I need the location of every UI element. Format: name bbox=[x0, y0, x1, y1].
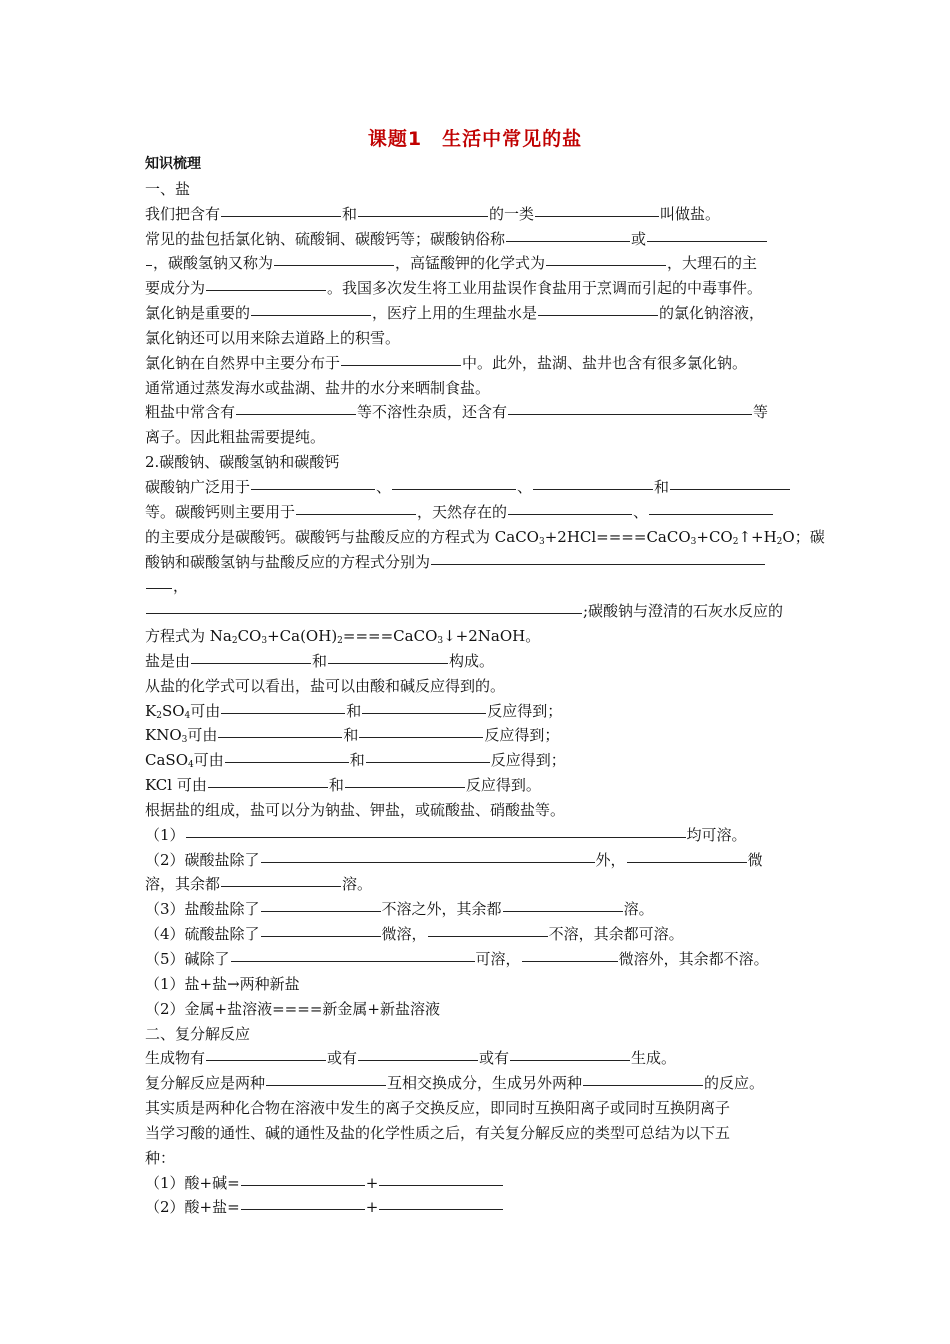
blank[interactable] bbox=[221, 215, 341, 217]
text-line: 通常通过蒸发海水或盐湖、盐井的水分来晒制食盐。 bbox=[145, 378, 491, 397]
blank[interactable] bbox=[428, 935, 548, 937]
blank[interactable] bbox=[538, 314, 658, 316]
blank[interactable] bbox=[251, 314, 371, 316]
blank[interactable] bbox=[366, 761, 490, 763]
text-line: KCl 可由 和 反应得到。 bbox=[145, 776, 541, 795]
blank[interactable] bbox=[392, 488, 516, 490]
blank[interactable] bbox=[296, 513, 416, 515]
text-line: 其实质是两种化合物在溶液中发生的离子交换反应，即同时互换阳离子或同时互换阴离子 bbox=[145, 1099, 731, 1118]
blank[interactable] bbox=[146, 264, 152, 266]
blank[interactable] bbox=[206, 1059, 326, 1061]
text-line: 粗盐中常含有 等不溶性杂质，还含有 等 bbox=[145, 403, 769, 422]
blank[interactable] bbox=[627, 861, 747, 863]
blank[interactable] bbox=[231, 960, 475, 962]
text-line: 的主要成分是碳酸钙。碳酸钙与盐酸反应的方程式为 $CaCO_3+2HCl====CaCO_3+CO_2↑+H_2O$；碳 bbox=[145, 527, 825, 547]
blank[interactable] bbox=[221, 885, 341, 887]
blank[interactable] bbox=[274, 264, 394, 266]
text-line: 我们把含有 和 的一类 叫做盐。 bbox=[145, 204, 721, 223]
text-line: 氯化钠是重要的 ，医疗上用的生理盐水是 的氯化钠溶液， bbox=[145, 304, 765, 323]
blank[interactable] bbox=[186, 836, 686, 838]
section-heading: 一、盐 bbox=[145, 179, 191, 198]
text-line: 2.碳酸钠、碳酸氢钠和碳酸钙 bbox=[145, 453, 340, 472]
blank[interactable] bbox=[328, 662, 448, 664]
blank[interactable] bbox=[261, 935, 381, 937]
text-line: （5）碱除了 可溶， 微溶外，其余都不溶。 bbox=[145, 950, 769, 968]
blank[interactable] bbox=[358, 1059, 478, 1061]
text-line: 碳酸钠广泛用于 、 、 和 bbox=[145, 475, 809, 500]
text-line: 根据盐的组成，盐可以分为钠盐、钾盐，或硫酸盐、硝酸盐等。 bbox=[145, 800, 566, 819]
blank[interactable] bbox=[261, 861, 595, 863]
text-line: （2）酸+盐= + bbox=[145, 1195, 809, 1220]
blank[interactable] bbox=[345, 786, 465, 788]
blank[interactable] bbox=[533, 488, 653, 490]
blank[interactable] bbox=[522, 960, 618, 962]
blank[interactable] bbox=[583, 1084, 703, 1086]
blank[interactable] bbox=[431, 563, 765, 565]
text-line: 当学习酸的通性、碱的通性及盐的化学性质之后，有关复分解反应的类型可总结为以下五 bbox=[145, 1123, 731, 1142]
text-line: 从盐的化学式可以看出，盐可以由酸和碱反应得到的。 bbox=[145, 676, 506, 695]
section-heading: 知识梳理 bbox=[145, 156, 201, 172]
blank[interactable] bbox=[146, 587, 172, 589]
blank[interactable] bbox=[358, 215, 488, 217]
blank[interactable] bbox=[266, 1084, 386, 1086]
worksheet-body bbox=[145, 152, 825, 1220]
page-title: 课题1 生活中常见的盐 bbox=[367, 128, 583, 150]
text-line: $K_2SO_4$可由 和 反应得到； bbox=[145, 701, 563, 721]
blank[interactable] bbox=[649, 513, 773, 515]
blank[interactable] bbox=[510, 1059, 630, 1061]
blank[interactable] bbox=[379, 1184, 503, 1186]
blank[interactable] bbox=[508, 513, 632, 515]
blank[interactable] bbox=[241, 1208, 365, 1210]
blank[interactable] bbox=[503, 910, 623, 912]
blank[interactable] bbox=[221, 712, 345, 714]
text-line: 种： bbox=[145, 1148, 176, 1167]
text-line: （1）盐+盐→两种新盐 bbox=[145, 974, 300, 993]
text-line: ，碳酸氢钠又称为 ，高锰酸钾的化学式为 ，大理石的主 bbox=[145, 251, 809, 276]
text-line: 生成物有 或有 或有 生成。 bbox=[145, 1049, 677, 1068]
blank[interactable] bbox=[236, 413, 356, 415]
text-line: 溶，其余都 溶。 bbox=[145, 875, 373, 894]
text-line: ;碳酸钠与澄清的石灰水反应的 bbox=[145, 599, 809, 624]
blank[interactable] bbox=[535, 215, 659, 217]
text-line: 方程式为 $Na_2CO_3+Ca(OH)_2====CaCO_3↓+2NaOH$。 bbox=[145, 627, 541, 647]
blank[interactable] bbox=[341, 364, 461, 366]
blank[interactable] bbox=[251, 488, 375, 490]
text-line: 等。碳酸钙则主要用于 ，天然存在的 、 bbox=[145, 500, 809, 525]
text-line: $KNO_3$可由 和 反应得到； bbox=[145, 726, 560, 746]
text-line: （3）盐酸盐除了 不溶之外，其余都 溶。 bbox=[145, 900, 654, 919]
text-line: CaSO$_4$可由 和 反应得到； bbox=[145, 751, 566, 771]
blank[interactable] bbox=[508, 413, 752, 415]
text-line: 常见的盐包括氯化钠、硫酸铜、碳酸钙等；碳酸钠俗称 或 bbox=[145, 227, 809, 252]
text-line: （4）硫酸盐除了 微溶， 不溶，其余都可溶。 bbox=[145, 925, 684, 944]
text-line: （1）酸+碱= + bbox=[145, 1171, 809, 1196]
blank[interactable] bbox=[225, 761, 349, 763]
blank[interactable] bbox=[379, 1208, 503, 1210]
text-line: 盐是由 和 构成。 bbox=[145, 651, 495, 670]
blank[interactable] bbox=[670, 488, 790, 490]
text-line: 氯化钠还可以用来除去道路上的积雪。 bbox=[145, 328, 401, 347]
text-line: 复分解反应是两种 互相交换成分，生成另外两种 的反应。 bbox=[145, 1074, 765, 1093]
blank[interactable] bbox=[191, 662, 311, 664]
blank[interactable] bbox=[206, 289, 326, 291]
blank[interactable] bbox=[241, 1184, 365, 1186]
text-line: 氯化钠在自然界中主要分布于 中。此外，盐湖、盐井也含有很多氯化钠。 bbox=[145, 353, 748, 372]
blank[interactable] bbox=[261, 910, 381, 912]
text-line: ， bbox=[145, 574, 809, 599]
blank[interactable] bbox=[208, 786, 328, 788]
blank[interactable] bbox=[546, 264, 666, 266]
blank[interactable] bbox=[362, 712, 486, 714]
blank[interactable] bbox=[359, 736, 483, 738]
blank[interactable] bbox=[218, 736, 342, 738]
blank[interactable] bbox=[647, 240, 767, 242]
text-line: 离子。因此粗盐需要提纯。 bbox=[145, 428, 326, 447]
text-line: 要成分为 。我国多次发生将工业用盐误作食盐用于烹调而引起的中毒事件。 bbox=[145, 279, 763, 298]
text-line: （2）碳酸盐除了 外， 微 bbox=[145, 850, 763, 869]
blank[interactable] bbox=[506, 240, 630, 242]
text-line: （2）金属+盐溶液====新金属+新盐溶液 bbox=[145, 999, 440, 1018]
text-line: 酸钠和碳酸氢钠与盐酸反应的方程式分别为 bbox=[145, 550, 809, 575]
blank[interactable] bbox=[146, 612, 582, 614]
text-line: （1） 均可溶。 bbox=[145, 825, 747, 844]
section-heading: 二、复分解反应 bbox=[145, 1024, 251, 1043]
